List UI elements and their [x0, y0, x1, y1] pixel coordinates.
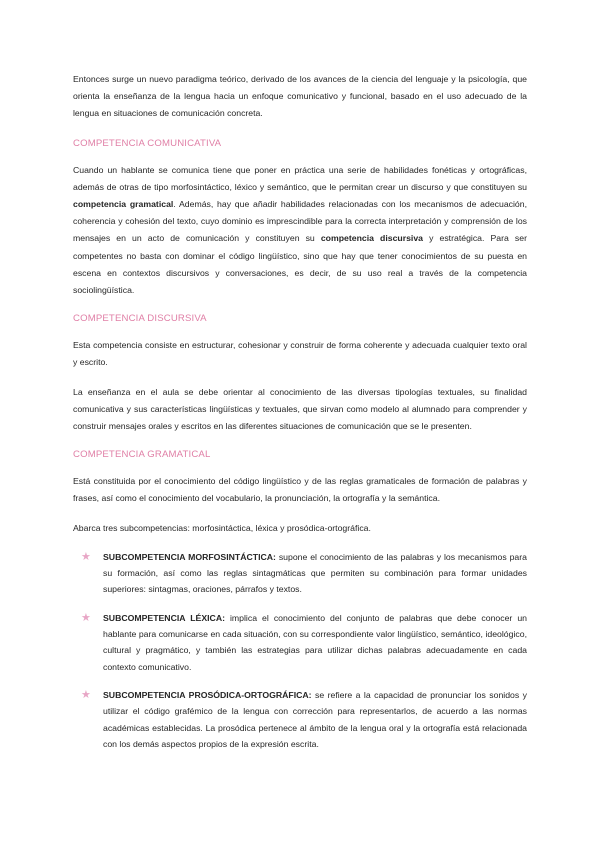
list-item-title: SUBCOMPETENCIA MORFOSINTÁCTICA:	[103, 551, 276, 562]
comunicativa-text-2: . Además, hay que añadir habilidades relacionadas con los mecanismos de adecuación, coherencia y cohesión del texto, cuyo dominio es imprescindible para la correcta interpretación y comprensión de los mensajes en un acto de comunicación y constituyen su	[73, 199, 528, 244]
heading-competencia-gramatical: COMPETENCIA GRAMATICAL	[73, 449, 211, 461]
discursiva-paragraph-1: Esta competencia consiste en estructurar, cohesionar y construir de forma coherente y adecuada cualquier texto oral y escrito.	[73, 340, 527, 368]
list-item-text	[103, 610, 527, 675]
subcompetencias-list	[73, 549, 527, 752]
list-item-body: implica el conocimiento del conjunto de palabras que debe conocer un hablante para comunicarse en cada situación, con su correspondiente valor lingüístico, semántico, ideológico, cultural y pragmático, y también las estrategias para utilizar dichas palabras adecuadamente en cada contexto comunicativo.	[103, 612, 527, 672]
list-item	[73, 610, 527, 675]
comunicativa-paragraph	[73, 162, 527, 300]
list-item-title: SUBCOMPETENCIA PROSÓDICA-ORTOGRÁFICA:	[103, 689, 312, 700]
list-item-title: SUBCOMPETENCIA LÉXICA:	[103, 612, 225, 623]
star-bullet-icon: ★	[81, 688, 91, 701]
document-page	[73, 71, 527, 764]
bold-competencia-gramatical: competencia gramatical	[73, 199, 174, 210]
bold-competencia-discursiva: competencia discursiva	[320, 233, 424, 244]
gramatical-paragraph-1: Está constituida por el conocimiento del código lingüístico y de las reglas gramaticales de formación de palabras y frases, así como el conocimiento del vocabulario, la pronunciación, la ortografía y la semántica.	[73, 476, 527, 504]
list-item	[73, 687, 527, 752]
list-item-text	[103, 687, 527, 752]
intro-paragraph: Entonces surge un nuevo paradigma teórico, derivado de los avances de la ciencia del lenguaje y la psicología, que orienta la enseñanza de la lengua hacia un enfoque comunicativo y funcional, basado en el uso adecuado de la lengua en situaciones de comunicación concreta.	[73, 74, 527, 119]
discursiva-paragraph-2: La enseñanza en el aula se debe orientar al conocimiento de las diversas tipologías textuales, su finalidad comunicativa y sus características lingüísticas y textuales, que sirvan como modelo al alumnado para comprender y construir mensajes orales y escritos en las diferentes situaciones de comunicación que se le presenten.	[73, 386, 527, 432]
star-bullet-icon: ★	[81, 611, 91, 624]
gramatical-paragraph-2: Abarca tres subcompetencias: morfosintáctica, léxica y prosódica-ortográfica.	[73, 522, 371, 533]
heading-competencia-discursiva: COMPETENCIA DISCURSIVA	[73, 313, 207, 325]
comunicativa-text-3: y estratégica. Para ser competentes no basta con dominar el código lingüístico, sino que hay que tener conocimientos de su puesta en escena en contextos discursivos y conversaciones, es decir, de su uso real a través de la competencia sociolingüística.	[73, 233, 527, 296]
list-item-body: se refiere a la capacidad de pronunciar los sonidos y utilizar el código grafémico de la lengua con corrección para representarlos, de acuerdo a las normas académicas establecidas. La prosódica pertenece al ámbito de la lengua oral y la ortografía está relacionada con los demás aspectos propios de la expresión escrita.	[103, 689, 527, 749]
list-item	[73, 549, 527, 598]
star-bullet-icon: ★	[81, 550, 91, 563]
list-item-body: supone el conocimiento de las palabras y los mecanismos para su formación, así como las reglas sintagmáticas que permiten su combinación para formar unidades superiores: sintagmas, oraciones, párrafos y textos.	[103, 551, 527, 595]
heading-competencia-comunicativa: COMPETENCIA COMUNICATIVA	[73, 137, 222, 149]
list-item-text	[103, 549, 527, 598]
comunicativa-text-1: Cuando un hablante se comunica tiene que poner en práctica una serie de habilidades fonéticas y ortográficas, además de otras de tipo morfosintáctico, léxico y semántico, que le permitan crear un discurso y que constituyen su	[73, 164, 527, 192]
